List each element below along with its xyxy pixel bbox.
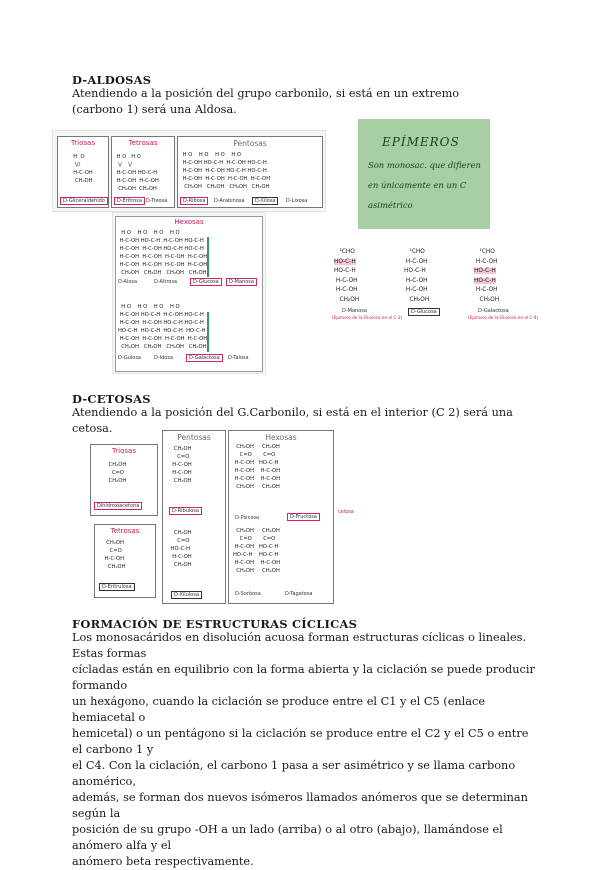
cetosa-side-note: cetosa xyxy=(338,510,354,515)
text-line: anómero beta respectivamente. xyxy=(72,855,254,868)
aldosas-heading: D-ALDOSAS xyxy=(72,73,152,87)
molecule-label: D-Manosa xyxy=(342,308,367,314)
cetosas-pentosas-panel: Pentosas CH₂OH C=O H-C-OH H-C-OH CH₂OH D-Ribulosa CH₂OH C=O HO-C-H H-C-OH CH₂OH D-Xilulosa xyxy=(162,430,226,604)
cetosas-heading: D-CETOSAS xyxy=(72,392,151,406)
hexosas-panel: Hexosas H O H O H O H O H-C-OH HO-C-H H-C-OH HO-C-H H-C-OH H-C-OH HO-C-H HO-C-H H-C-OH H-C-OH H-C-OH H-C-OH H-C-OH H-C-OH H-C-OH H-C-OH CH₂OH CH₂OH CH₂OH CH₂OH D-Alosa D-Altrosa D-Glucosa D-Manosa H O H O H O H O H-C-OH HO-C-H H-C-OH HO-C-H H-C-OH H-C-OH HO-C-H HO-C-H HO-C-H HO-C-H HO-C-H HO-C-H H-C-OH H-C-OH H-C-OH H-C-OH CH₂OH CH₂OH CH₂OH CH₂OH D-Gulosa D-Idosa D-Galactosa D-Talosa xyxy=(115,216,263,372)
epimeros-text: Son monosac. que difieren en únicamente en un C asimétrico xyxy=(368,160,481,210)
green-highlight-line xyxy=(207,312,209,352)
molecule-label: D-Psicosa xyxy=(235,515,260,521)
panel-title: Hexosas xyxy=(265,433,297,442)
molecule-note: (Epímero de la Glucosa en el C-2) xyxy=(332,315,403,320)
epimeros-figure: ¹CHO HO-C-H HO-C-H H-C-OH H-C-OH CH₂OH D-Manosa (Epímero de la Glucosa en el C-2) ¹CHO H-C-OH HO-C-H H-C-OH H-C-OH CH₂OH D-Glucosa ¹CHO H-C-OH HO-C-H HO-C-H H-C-OH CH₂OH D-Galactosa (Epímero de la Glucosa en el C-4) xyxy=(332,249,539,320)
molecule-label: D-Eritrulosa xyxy=(99,583,135,591)
text-line: además, se forman dos nuevos isómeros llamados anómeros que se determinan según la xyxy=(72,791,528,820)
molecule-label: D-Glucosa xyxy=(408,308,440,316)
text-line: Los monosacáridos en disolución acuosa forman estructuras cíclicas o lineales. Estas formas xyxy=(72,631,527,660)
molecule-label: D-Alosa xyxy=(118,279,138,285)
molecule-label: Dihidroxiacetona xyxy=(94,502,142,510)
molecule-label: D-Lixosa xyxy=(286,198,308,204)
triosas-panel: Triosas H O \// H-C-OH CH₂OH D-Gliceraldehído xyxy=(57,136,109,208)
molecule-label: D-Eritrosa xyxy=(114,197,145,205)
molecule-label: D-Xilosa xyxy=(252,197,278,205)
molecule-label: D-Ribosa xyxy=(180,197,208,205)
ciclicas-heading: FORMACIÓN DE ESTRUCTURAS CÍCLICAS xyxy=(72,617,358,631)
epimeros-note xyxy=(358,119,490,229)
molecule-label: D-Gliceraldehído xyxy=(60,197,108,205)
molecule-label: D-Galactosa xyxy=(186,354,223,362)
text-line: cícladas están en equilibrio con la forma abierta y la ciclación se puede producir formando xyxy=(72,663,535,692)
molecule-label: D-Manosa xyxy=(226,278,257,286)
panel-title: Tetrosas xyxy=(110,527,140,535)
hexosas-figure xyxy=(112,212,266,374)
cetosas-tetrosas-panel: Tetrosas CH₂OH C=O H-C-OH CH₂OH D-Eritrulosa xyxy=(94,524,156,598)
panel-title: Triosas xyxy=(71,139,95,147)
cetosas-hexosas-panel: Hexosas CH₂OH CH₂OH C=O C=O H-C-OH HO-C-H H-C-OH H-C-OH H-C-OH H-C-OH CH₂OH CH₂OH D-Psicosa D-Fructosa CH₂OH CH₂OH C=O C=O H-C-OH HO-C-H HO-C-H HO-C-H H-C-OH H-C-OH CH₂OH CH₂OH D-Sorbosa D-Tagatosa xyxy=(228,430,334,604)
panel-title: Hexosas xyxy=(174,218,204,226)
epimeros-title: EPÍMEROS xyxy=(382,135,460,149)
panel-title: Triosas xyxy=(112,447,136,455)
molecule-label: D-Treosa xyxy=(146,198,168,204)
aldosas-figure-top xyxy=(52,130,326,212)
aldosas-text: Atendiendo a la posición del grupo carbonilo, si está en un extremo (carbono 1) será una Aldosa. xyxy=(72,87,460,116)
molecule-label: D-Tagatosa xyxy=(285,591,313,597)
pentosas-panel: Pentosas H O H O H O H O H-C-OH HO-C-H H-C-OH HO-C-H H-C-OH H-C-OH HO-C-H HO-C-H H-C-OH H-C-OH H-C-OH H-C-OH CH₂OH CH₂OH CH₂OH CH₂OH D-Ribosa D-Arabinosa D-Xilosa D-Lixosa xyxy=(177,136,323,208)
molecule-label: D-Ribulosa xyxy=(169,507,202,515)
molecule-label: D-Fructosa xyxy=(287,513,320,521)
molecule-label: D-Xilulosa xyxy=(171,591,202,599)
cetosas-triosas-panel: Triosas CH₂OH C=O CH₂OH Dihidroxiacetona xyxy=(90,444,158,516)
cetosas-figure xyxy=(90,430,390,602)
molecule-label: D-Talosa xyxy=(228,355,249,361)
panel-title: Tetrosas xyxy=(128,139,158,147)
molecule-label: D-Arabinosa xyxy=(214,198,245,204)
molecule-note: (Epímero de la Glucosa en el C-4) xyxy=(468,315,539,320)
molecule-label: D-Glucosa xyxy=(190,278,222,286)
green-highlight-line xyxy=(207,237,209,277)
text-line: el C4. Con la ciclación, el carbono 1 pasa a ser asimétrico y se llama carbono anomérico, xyxy=(72,759,516,788)
molecule-label: D-Galactosa xyxy=(478,308,509,314)
molecule-label: D-Idosa xyxy=(154,355,174,361)
text-line: hemicetal) o un pentágono si la ciclación se produce entre el C2 y el C5 o entre el carbono 1 y xyxy=(72,727,529,756)
tetrosas-panel: Tetrosas H O H O \/ \/ H-C-OH HO-C-H H-C-OH H-C-OH CH₂OH CH₂OH D-Eritrosa D-Treosa xyxy=(111,136,175,208)
text-line: un hexágono, cuando la ciclación se produce entre el C1 y el C5 (enlace hemiacetal o xyxy=(72,695,486,724)
cetosas-text: Atendiendo a la posición del G.Carbonilo, si está en el interior (C 2) será una cetosa. xyxy=(72,406,513,435)
panel-title: Pentosas xyxy=(177,433,211,442)
molecule-label: D-Altrosa xyxy=(154,279,177,285)
panel-title: Pentosas xyxy=(233,139,267,148)
molecule-label: D-Sorbosa xyxy=(235,591,261,597)
ciclicas-text xyxy=(72,630,542,870)
molecule-label: D-Gulosa xyxy=(118,355,141,361)
text-line: posición de su grupo -OH a un lado (arriba) o al otro (abajo), llamándose el anómero alfa y el xyxy=(72,823,503,852)
